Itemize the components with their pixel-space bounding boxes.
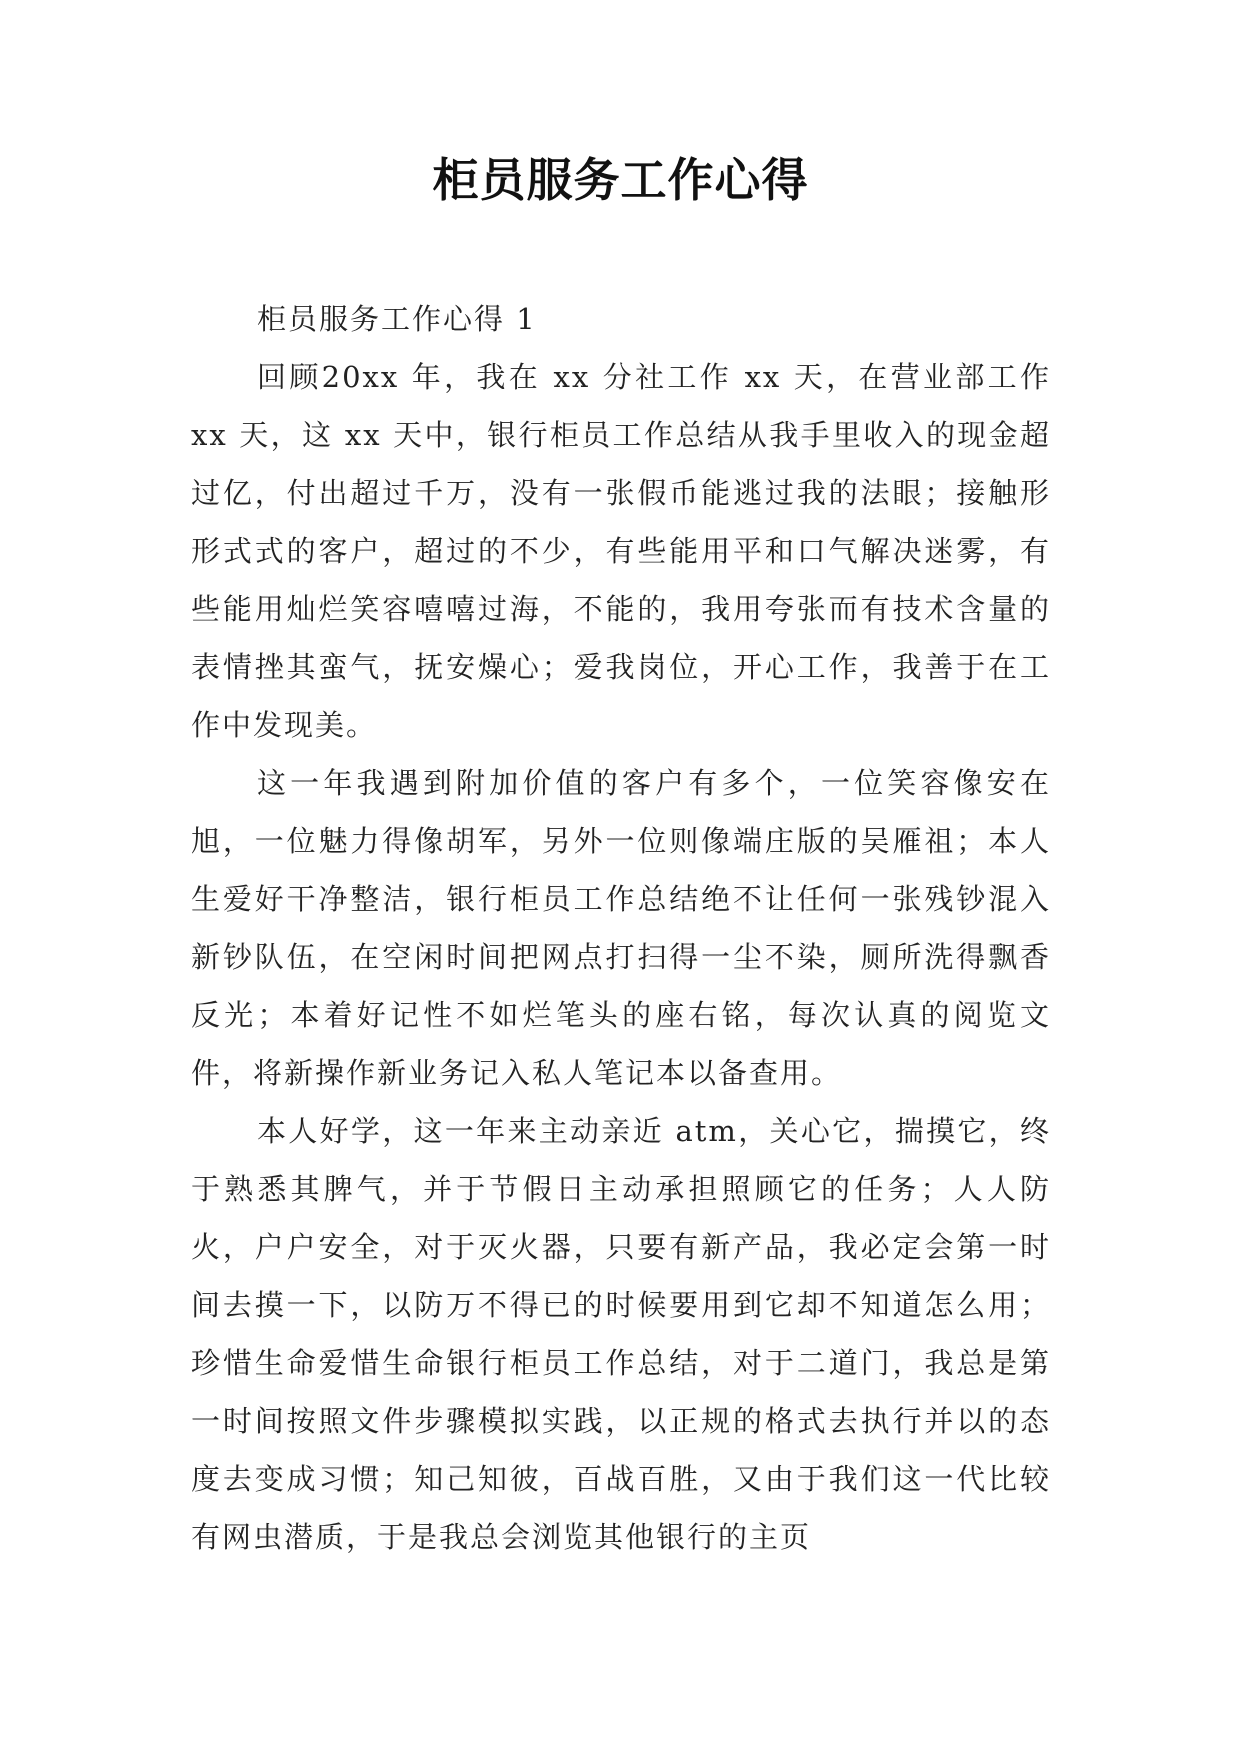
section-heading: 柜员服务工作心得 1 bbox=[257, 302, 537, 336]
document-title: 柜员服务工作心得 bbox=[432, 153, 809, 207]
body-paragraph: 本人好学，这一年来主动亲近 atm，关心它，揣摸它，终于熟悉其脾气，并于节假日主动承担照顾它的任务；人人防火，户户安全，对于灭火器，只要有新产品，我必定会第一时间去摸一下，以防万不得已的时候要用到它却不知道怎么用；珍惜生命爱惜生命银行柜员工作总结，对于二道门，我总是第一时间按照文件步骤模拟实践，以正规的格式去执行并以的态度去变成习惯；知己知彼，百战百胜，又由于我们这一代比较有网虫潜质，于是我总会浏览其他银行的主页 bbox=[191, 1114, 1051, 1554]
body-paragraph: 这一年我遇到附加价值的客户有多个，一位笑容像安在旭，一位魅力得像胡军，另外一位则像端庄版的吴雁祖；本人生爱好干净整洁，银行柜员工作总结绝不让任何一张残钞混入新钞队伍，在空闲时间把网点打扫得一尘不染，厕所洗得飘香反光；本着好记性不如烂笔头的座右铭，每次认真的阅览文件，将新操作新业务记入私人笔记本以备查用。 bbox=[191, 766, 1051, 1090]
body-paragraph: 回顾20xx 年，我在 xx 分社工作 xx 天，在营业部工作 xx 天，这 xx 天中，银行柜员工作总结从我手里收入的现金超过亿，付出超过千万，没有一张假币能逃过我的法眼；接触形形式式的客户，超过的不少，有些能用平和口气解决迷雾，有些能用灿烂笑容嘻嘻过海，不能的，我用夸张而有技术含量的表情挫其蛮气，抚安燥心；爱我岗位，开心工作，我善于在工作中发现美。 bbox=[191, 360, 1051, 742]
document-body bbox=[191, 290, 1051, 1566]
